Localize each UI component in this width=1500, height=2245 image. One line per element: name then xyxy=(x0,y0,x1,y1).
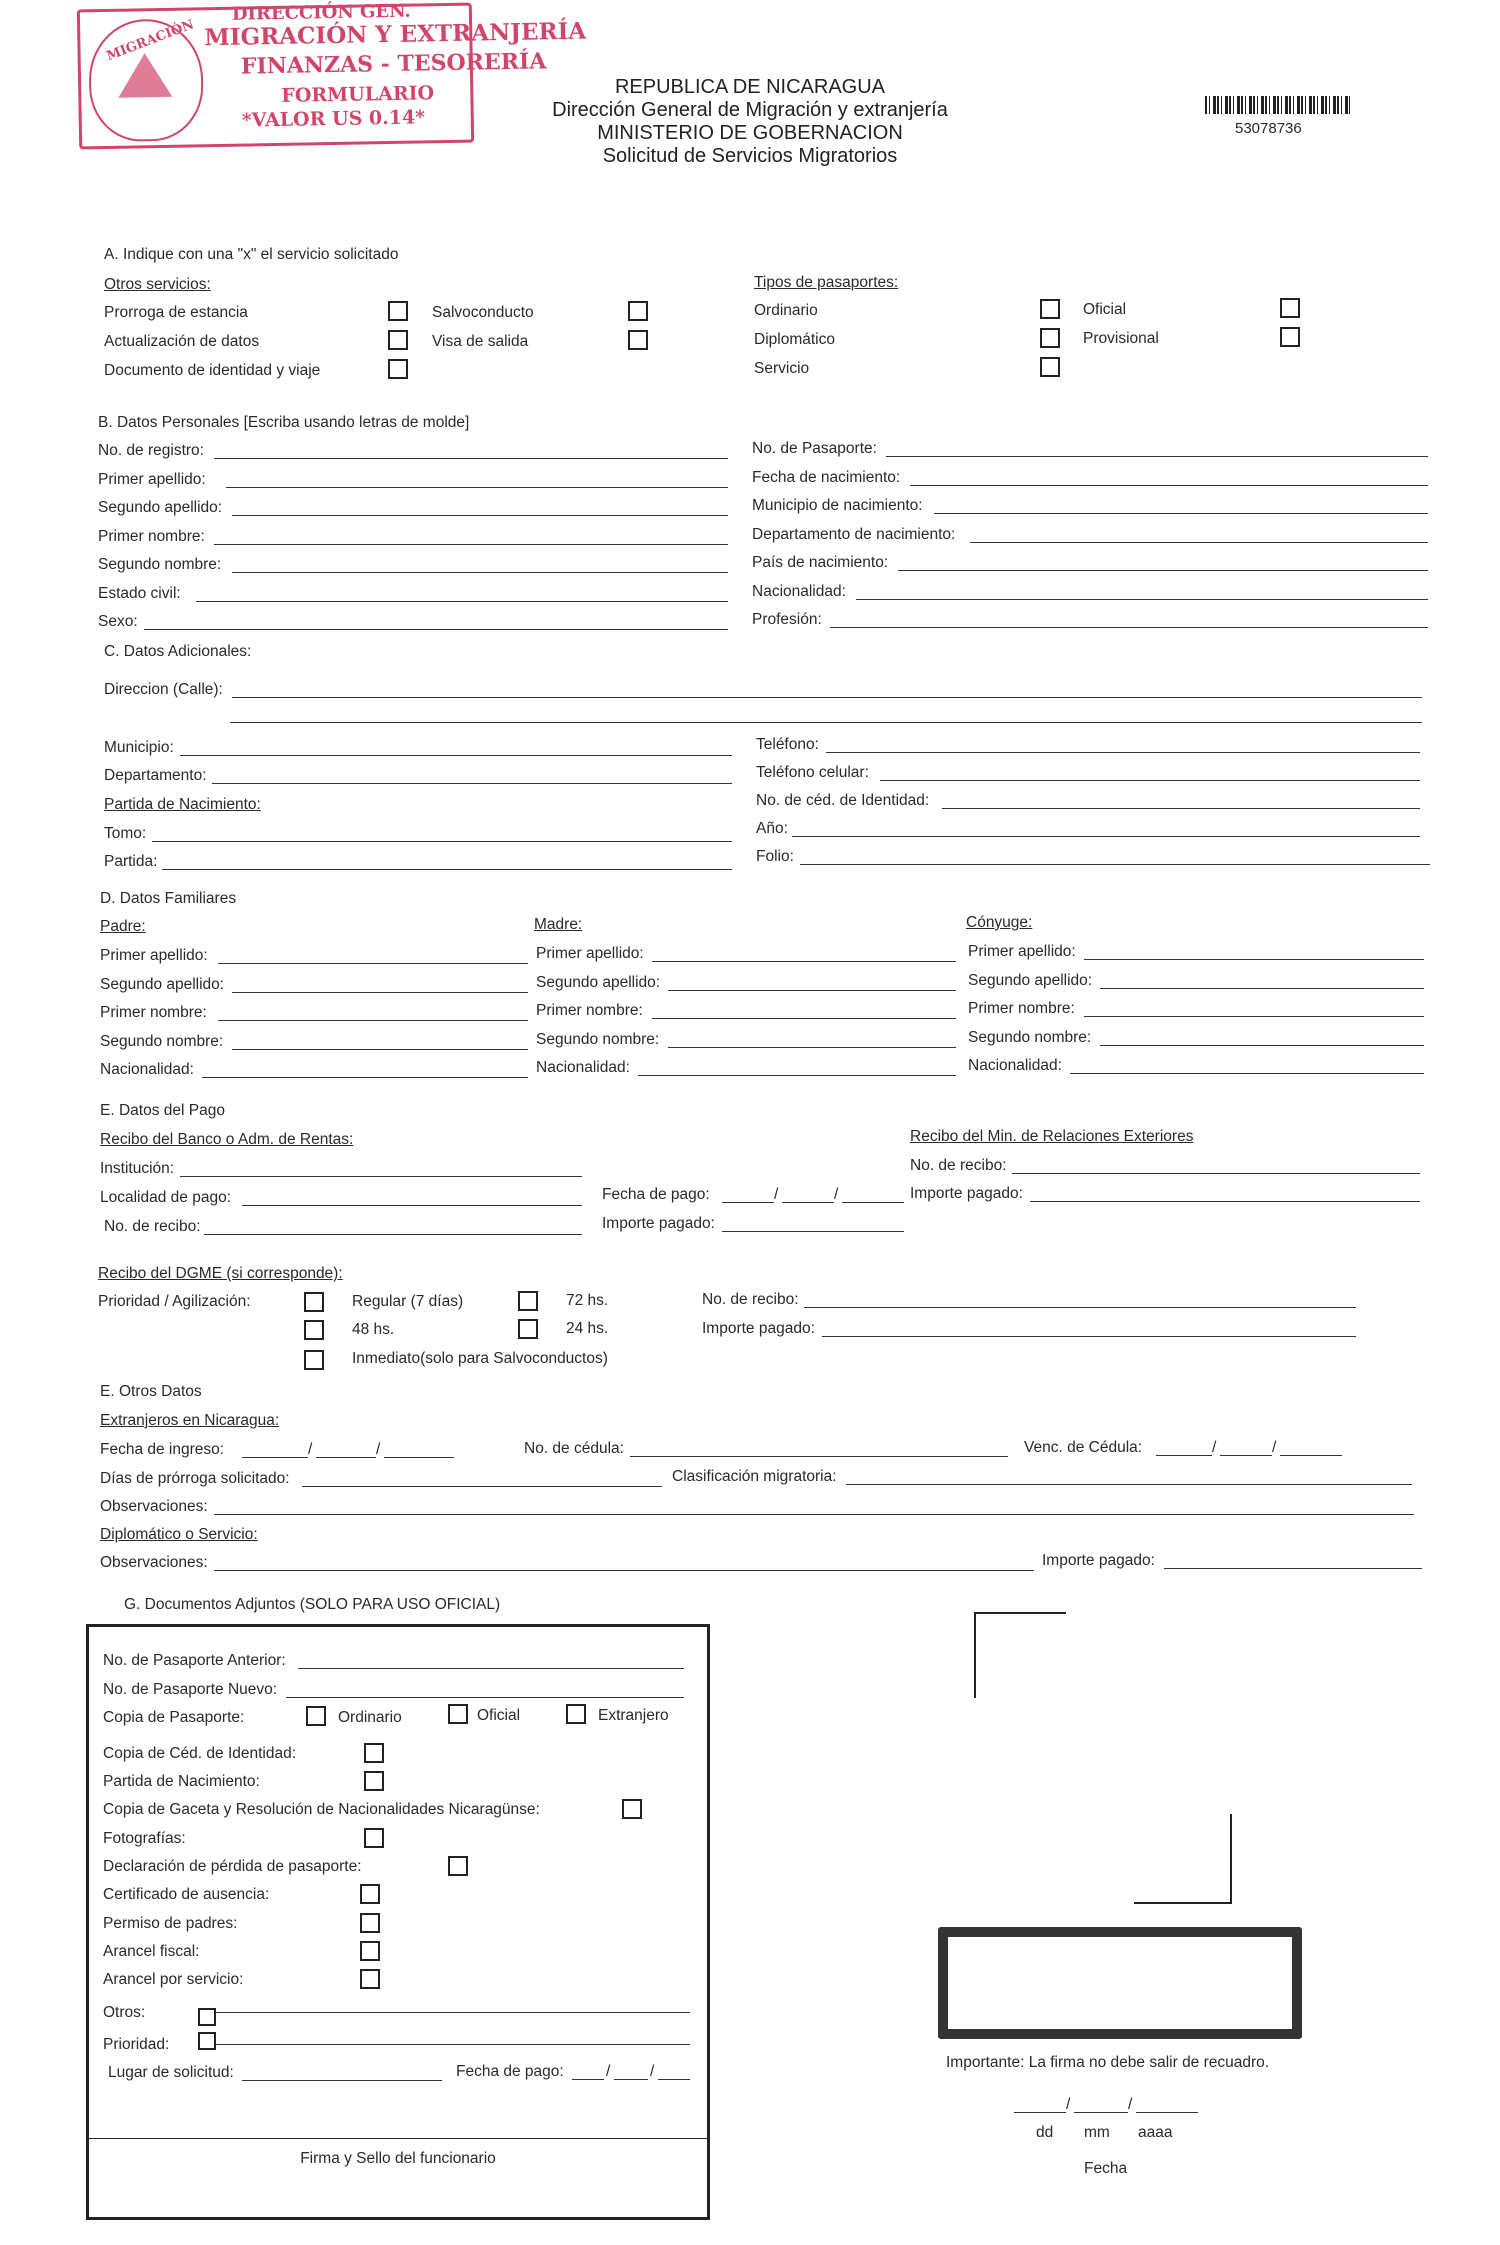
direccion-input-1[interactable] xyxy=(232,697,1422,698)
cedula-input[interactable] xyxy=(942,808,1420,809)
conyuge-field-input[interactable] xyxy=(1100,1045,1424,1046)
checkbox-visa[interactable] xyxy=(628,330,648,350)
localidad-input[interactable] xyxy=(242,1205,582,1206)
importe-input[interactable] xyxy=(722,1231,904,1232)
importe2-input[interactable] xyxy=(1164,1568,1422,1569)
tipos-item-0: Ordinario xyxy=(754,302,818,319)
folio-label: Folio: xyxy=(756,848,794,865)
document-item-label: Copia de Gaceta y Resolución de Nacionalidades Nicaragünse: xyxy=(103,1801,540,1818)
personal-left-label: Segundo nombre: xyxy=(98,556,222,573)
venc-dd[interactable] xyxy=(1156,1455,1212,1456)
tomo-label: Tomo: xyxy=(104,825,147,842)
madre-field-label: Primer apellido: xyxy=(536,945,644,962)
otros-item-2: Documento de identidad y viaje xyxy=(104,362,321,379)
partida-input[interactable] xyxy=(162,869,732,870)
pas-nuevo-label: No. de Pasaporte Nuevo: xyxy=(103,1681,278,1698)
photo-corner-bottom xyxy=(1134,1814,1232,1904)
madre-field-input[interactable] xyxy=(638,1075,956,1076)
extranjeros-title: Extranjeros en Nicaragua: xyxy=(100,1412,280,1429)
firma-label: Firma y Sello del funcionario xyxy=(300,2150,496,2167)
conyuge-field-input[interactable] xyxy=(1070,1073,1424,1074)
departamento-input[interactable] xyxy=(212,783,732,784)
prioridad-g-label: Prioridad: xyxy=(103,2036,170,2053)
venc-aaaa[interactable] xyxy=(1280,1455,1342,1456)
direccion-label: Direccion (Calle): xyxy=(104,681,223,698)
madre-field-label: Segundo nombre: xyxy=(536,1030,660,1048)
checkbox-copia-ordinario[interactable] xyxy=(306,1706,326,1726)
tipos2-item-1: Provisional xyxy=(1083,330,1159,347)
page-title: Solicitud de Servicios Migratorios xyxy=(602,145,898,167)
fecha-ingreso-label: Fecha de ingreso: xyxy=(100,1441,225,1458)
personal-right-label: Profesión: xyxy=(752,611,822,628)
section-g-title: G. Documentos Adjuntos (SOLO PARA USO OFICIAL) xyxy=(124,1596,501,1613)
otros2-item-0: Salvoconducto xyxy=(432,304,534,321)
stamp-line4: FORMULARIO xyxy=(281,82,435,107)
firma-divider xyxy=(86,2138,710,2139)
minrel-title: Recibo del Min. de Relaciones Exteriores xyxy=(910,1128,1194,1145)
checkbox-inmediato[interactable] xyxy=(304,1350,324,1370)
dias-label: Días de prórroga solicitado: xyxy=(100,1470,290,1487)
padre-field-label: Segundo apellido: xyxy=(100,975,225,993)
fecha-pago-mm[interactable] xyxy=(782,1202,834,1203)
personal-left-input[interactable] xyxy=(144,629,728,630)
personal-left-input[interactable] xyxy=(232,572,728,573)
fecha-ingreso-aaaa[interactable] xyxy=(384,1457,454,1458)
personal-left-input[interactable] xyxy=(232,515,728,516)
partida-label: Partida: xyxy=(104,853,158,870)
photo-corner-top xyxy=(974,1612,1066,1698)
padre-field-label: Primer apellido: xyxy=(100,947,208,964)
fecha-pago-g-dd[interactable] xyxy=(572,2079,604,2080)
obs2-label: Observaciones: xyxy=(100,1554,208,1571)
personal-left-label: Primer apellido: xyxy=(98,470,206,488)
obs-label: Observaciones: xyxy=(100,1498,208,1515)
personal-right-label: Departamento de nacimiento: xyxy=(752,525,956,543)
checkbox-48hs[interactable] xyxy=(304,1320,324,1340)
serial-number: 53078736 xyxy=(1235,120,1302,137)
municipio-label: Municipio: xyxy=(104,739,174,756)
dias-input[interactable] xyxy=(302,1486,662,1487)
madre-field-input[interactable] xyxy=(652,961,956,962)
section-c-title: C. Datos Adicionales: xyxy=(104,643,252,660)
lugar-input[interactable] xyxy=(242,2080,442,2081)
checkbox-oficial[interactable] xyxy=(1280,298,1300,318)
checkbox-72hs[interactable] xyxy=(518,1291,538,1311)
minrel-importe-input[interactable] xyxy=(1030,1201,1420,1202)
otros-g-label: Otros: xyxy=(103,2004,146,2021)
checkbox-copia-oficial[interactable] xyxy=(448,1704,468,1724)
localidad-label: Localidad de pago: xyxy=(100,1189,232,1206)
tipos2-item-0: Oficial xyxy=(1083,301,1127,318)
personal-left-input[interactable] xyxy=(196,601,728,602)
diplo-title: Diplomático o Servicio: xyxy=(100,1526,258,1543)
prioridad-label: Prioridad / Agilización: xyxy=(98,1293,251,1310)
clasif-input[interactable] xyxy=(846,1484,1412,1485)
header-country: REPUBLICA DE NICARAGUA xyxy=(614,76,886,98)
document-item-label: Arancel fiscal: xyxy=(103,1943,200,1960)
checkbox-servicio[interactable] xyxy=(1040,357,1060,377)
telefono-input[interactable] xyxy=(826,752,1420,753)
document-item-checkbox[interactable] xyxy=(360,1913,380,1933)
importante-note: Importante: La firma no debe salir de recuadro. xyxy=(946,2054,1270,2071)
importe2-label: Importe pagado: xyxy=(1042,1552,1155,1569)
fecha-firma-aaaa[interactable] xyxy=(1136,2112,1198,2113)
header-ministry: MINISTERIO DE GOBERNACION xyxy=(597,122,903,144)
document-item-label: Permiso de padres: xyxy=(103,1915,238,1932)
conyuge-field-input[interactable] xyxy=(1084,1016,1424,1017)
personal-right-label: Municipio de nacimiento: xyxy=(752,497,923,514)
fecha-pago-dd[interactable] xyxy=(722,1202,774,1203)
anio-label: Año: xyxy=(756,820,788,837)
checkbox-salvoconducto[interactable] xyxy=(628,301,648,321)
checkbox-otros[interactable] xyxy=(198,2008,216,2026)
aaaa-label: aaaa xyxy=(1138,2124,1173,2141)
header-directorate: Dirección General de Migración y extranjería xyxy=(552,99,948,121)
folio-input[interactable] xyxy=(800,864,1430,865)
anio-input[interactable] xyxy=(792,836,1420,837)
section-e-title: E. Datos del Pago xyxy=(100,1102,225,1119)
personal-left-label: Estado civil: xyxy=(98,584,181,602)
padre-field-input[interactable] xyxy=(232,992,528,993)
conyuge-field-input[interactable] xyxy=(1100,988,1424,989)
personal-right-label: Fecha de nacimiento: xyxy=(752,468,901,486)
personal-left-input[interactable] xyxy=(226,487,728,488)
checkbox-diplomatico[interactable] xyxy=(1040,328,1060,348)
72hs-label: 72 hs. xyxy=(566,1292,609,1309)
cedula-e-label: No. de cédula: xyxy=(524,1440,624,1457)
banco-title: Recibo del Banco o Adm. de Rentas: xyxy=(100,1131,354,1148)
conyuge-field-label: Segundo apellido: xyxy=(968,971,1093,989)
document-item-checkbox[interactable] xyxy=(360,1884,380,1904)
section-a-title: A. Indique con una "x" el servicio solicitado xyxy=(104,246,399,263)
personal-left-label: Primer nombre: xyxy=(98,527,205,545)
cedula-label: No. de céd. de Identidad: xyxy=(756,792,930,809)
personal-left-label: Segundo apellido: xyxy=(98,499,223,516)
document-item-checkbox[interactable] xyxy=(448,1856,468,1876)
checkbox-provisional[interactable] xyxy=(1280,327,1300,347)
checkbox-copia-extranjero[interactable] xyxy=(566,1704,586,1724)
fecha-pago-g-mm[interactable] xyxy=(614,2079,648,2080)
stamp-line1: DIRECCIÓN GEN. xyxy=(231,0,411,25)
obs-input[interactable] xyxy=(214,1514,1414,1515)
otros-servicios-title: Otros servicios: xyxy=(104,276,211,293)
regular-label: Regular (7 días) xyxy=(352,1293,464,1310)
obs2-input[interactable] xyxy=(214,1570,1034,1571)
document-item-label: Declaración de pérdida de pasaporte: xyxy=(103,1858,362,1875)
fecha-firma-mm[interactable] xyxy=(1074,2112,1128,2113)
personal-right-input[interactable] xyxy=(886,456,1428,457)
section-e2-title: E. Otros Datos xyxy=(100,1383,202,1400)
fecha-ingreso-dd[interactable] xyxy=(242,1457,308,1458)
celular-input[interactable] xyxy=(880,780,1420,781)
opt-ordinario-label: Ordinario xyxy=(338,1709,402,1726)
conyuge-field-label: Segundo nombre: xyxy=(968,1028,1092,1046)
fecha-pago-g-aaaa[interactable] xyxy=(658,2079,690,2080)
conyuge-title: Cónyuge: xyxy=(966,914,1033,931)
institucion-input[interactable] xyxy=(180,1176,582,1177)
document-item-checkbox[interactable] xyxy=(364,1771,384,1791)
venc-label: Venc. de Cédula: xyxy=(1024,1439,1143,1456)
otros2-item-1: Visa de salida xyxy=(432,333,529,350)
document-item-label: Partida de Nacimiento: xyxy=(103,1773,260,1790)
municipio-input[interactable] xyxy=(180,755,732,756)
venc-mm[interactable] xyxy=(1220,1455,1272,1456)
personal-right-label: No. de Pasaporte: xyxy=(752,440,877,457)
conyuge-field-label: Primer nombre: xyxy=(968,1000,1075,1017)
document-item-label: Copia de Céd. de Identidad: xyxy=(103,1745,297,1762)
importe-label: Importe pagado: xyxy=(602,1215,715,1232)
stamp-line3: FINANZAS - TESORERÍA xyxy=(240,48,547,80)
opt-oficial-label: Oficial xyxy=(477,1707,521,1724)
opt-extranjero-label: Extranjero xyxy=(598,1707,669,1724)
minrel-recibo-input[interactable] xyxy=(1012,1173,1420,1174)
clasif-label: Clasificación migratoria: xyxy=(672,1468,837,1485)
pas-anterior-label: No. de Pasaporte Anterior: xyxy=(103,1652,286,1669)
personal-left-input[interactable] xyxy=(214,458,728,459)
document-item-label: Arancel por servicio: xyxy=(103,1971,244,1988)
recibo-input[interactable] xyxy=(204,1234,582,1235)
document-item-checkbox[interactable] xyxy=(364,1743,384,1763)
barcode-icon xyxy=(1205,96,1350,114)
fecha-firma-dd[interactable] xyxy=(1014,2112,1066,2113)
checkbox-actualizacion[interactable] xyxy=(388,330,408,350)
personal-right-label: Nacionalidad: xyxy=(752,582,846,600)
dgme-recibo-input[interactable] xyxy=(804,1307,1356,1308)
document-item-checkbox[interactable] xyxy=(360,1941,380,1961)
institucion-label: Institución: xyxy=(100,1160,175,1177)
padre-title: Padre: xyxy=(100,918,146,935)
tomo-input[interactable] xyxy=(152,841,732,842)
personal-left-input[interactable] xyxy=(214,544,728,545)
fecha-pago-label: Fecha de pago: xyxy=(602,1186,710,1203)
fecha-pago-aaaa[interactable] xyxy=(842,1202,904,1203)
tipos-item-1: Diplomático xyxy=(754,331,835,348)
otros-item-1: Actualización de datos xyxy=(104,333,260,350)
mm-label: mm xyxy=(1084,2124,1110,2141)
madre-field-label: Nacionalidad: xyxy=(536,1059,630,1076)
personal-right-input[interactable] xyxy=(898,570,1428,571)
celular-label: Teléfono celular: xyxy=(756,764,869,781)
fecha-ingreso-mm[interactable] xyxy=(316,1457,376,1458)
dgme-importe-input[interactable] xyxy=(822,1336,1356,1337)
conyuge-field-label: Nacionalidad: xyxy=(968,1057,1062,1074)
madre-title: Madre: xyxy=(534,916,583,933)
section-d-title: D. Datos Familiares xyxy=(100,890,237,907)
stamp-line5: *VALOR US 0.14* xyxy=(241,106,426,132)
tipos-pasaporte-title: Tipos de pasaportes: xyxy=(754,274,899,291)
checkbox-regular[interactable] xyxy=(304,1292,324,1312)
stamp-line2: MIGRACIÓN Y EXTRANJERÍA xyxy=(204,17,587,52)
dgme-importe-label: Importe pagado: xyxy=(702,1320,815,1337)
dd-label: dd xyxy=(1036,2124,1054,2141)
padre-field-input[interactable] xyxy=(218,1020,528,1021)
otros-g-input[interactable] xyxy=(214,2012,690,2013)
conyuge-field-label: Primer apellido: xyxy=(968,943,1076,960)
padre-field-label: Primer nombre: xyxy=(100,1004,207,1021)
personal-right-input[interactable] xyxy=(830,627,1428,628)
padre-field-input[interactable] xyxy=(232,1049,528,1050)
dgme-recibo-label: No. de recibo: xyxy=(702,1291,799,1308)
48hs-label: 48 hs. xyxy=(352,1321,395,1338)
padre-field-label: Nacionalidad: xyxy=(100,1061,194,1078)
document-item-label: Certificado de ausencia: xyxy=(103,1886,270,1903)
otros-item-0: Prorroga de estancia xyxy=(104,304,248,321)
personal-right-input[interactable] xyxy=(856,599,1428,600)
madre-field-input[interactable] xyxy=(668,990,956,991)
madre-field-input[interactable] xyxy=(652,1018,956,1019)
madre-field-input[interactable] xyxy=(668,1047,956,1048)
checkbox-24hs[interactable] xyxy=(518,1319,538,1339)
personal-right-input[interactable] xyxy=(910,485,1428,486)
padre-field-input[interactable] xyxy=(218,963,528,964)
document-item-checkbox[interactable] xyxy=(360,1969,380,1989)
personal-right-label: País de nacimiento: xyxy=(752,554,889,571)
personal-left-label: Sexo: xyxy=(98,613,138,630)
24hs-label: 24 hs. xyxy=(566,1320,609,1337)
pas-nuevo-input[interactable] xyxy=(286,1697,684,1698)
personal-right-input[interactable] xyxy=(934,513,1428,514)
minrel-recibo-label: No. de recibo: xyxy=(910,1157,1007,1174)
lugar-label: Lugar de solicitud: xyxy=(108,2064,234,2081)
cedula-e-input[interactable] xyxy=(630,1456,1008,1457)
direccion-input-2[interactable] xyxy=(230,722,1422,723)
copia-pas-label: Copia de Pasaporte: xyxy=(103,1709,245,1726)
minrel-importe-label: Importe pagado: xyxy=(910,1185,1023,1202)
document-item-checkbox[interactable] xyxy=(622,1799,642,1819)
padre-field-label: Segundo nombre: xyxy=(100,1032,224,1050)
signature-box[interactable] xyxy=(938,1927,1302,2039)
personal-left-label: No. de registro: xyxy=(98,442,204,459)
checkbox-prioridad[interactable] xyxy=(198,2032,216,2050)
partida-title: Partida de Nacimiento: xyxy=(104,796,261,813)
inmediato-label: Inmediato(solo para Salvoconductos) xyxy=(352,1350,608,1367)
tipos-item-2: Servicio xyxy=(754,360,810,377)
prioridad-g-input[interactable] xyxy=(214,2044,690,2045)
recibo-label: No. de recibo: xyxy=(104,1218,201,1235)
fecha-pago-g-label: Fecha de pago: xyxy=(456,2063,564,2080)
document-item-checkbox[interactable] xyxy=(364,1828,384,1848)
personal-right-input[interactable] xyxy=(970,542,1428,543)
section-b-title: B. Datos Personales [Escriba usando letras de molde] xyxy=(98,414,470,431)
pas-anterior-input[interactable] xyxy=(298,1668,684,1669)
document-item-label: Fotografías: xyxy=(103,1830,186,1847)
checkbox-documento[interactable] xyxy=(388,359,408,379)
madre-field-label: Segundo apellido: xyxy=(536,973,661,991)
stamp-seal-text: MIGRACIÓN xyxy=(104,17,197,65)
padre-field-input[interactable] xyxy=(202,1077,528,1078)
telefono-label: Teléfono: xyxy=(756,736,819,753)
conyuge-field-input[interactable] xyxy=(1084,959,1424,960)
dgme-title: Recibo del DGME (si corresponde): xyxy=(98,1265,343,1282)
fecha-label: Fecha xyxy=(1084,2160,1128,2177)
checkbox-prorroga[interactable] xyxy=(388,301,408,321)
madre-field-label: Primer nombre: xyxy=(536,1002,643,1019)
checkbox-ordinario[interactable] xyxy=(1040,299,1060,319)
departamento-label: Departamento: xyxy=(104,767,207,784)
